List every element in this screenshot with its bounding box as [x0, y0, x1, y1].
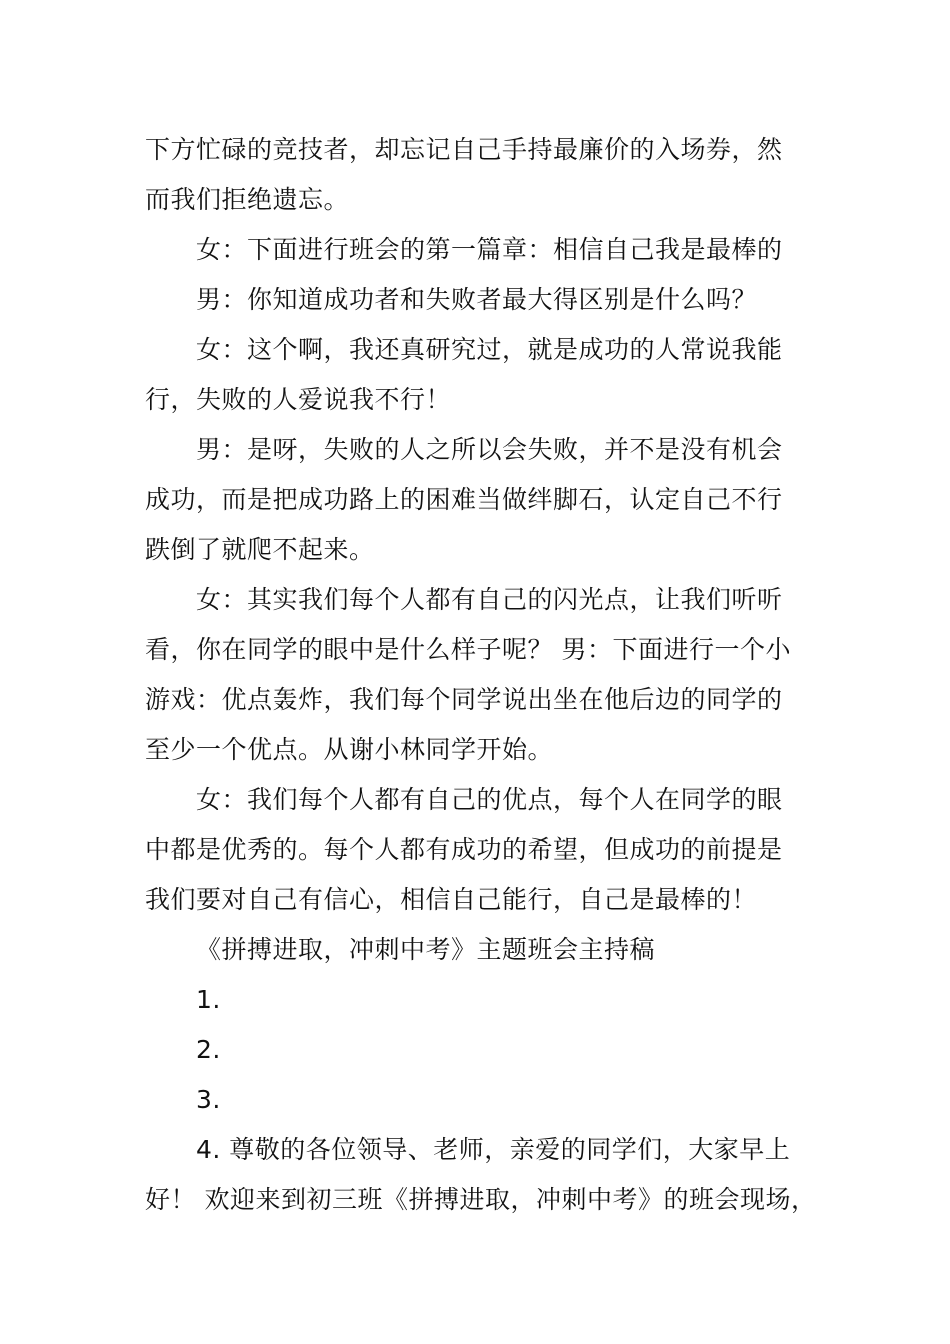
- text-line: 男：是呀，失败的人之所以会失败，并不是没有机会: [196, 435, 783, 464]
- text-line: 女：我们每个人都有自己的优点，每个人在同学的眼: [196, 785, 783, 814]
- text-line: 好！ 欢迎来到初三班《拼搏进取，冲刺中考》的班会现场，: [145, 1185, 817, 1214]
- text-line: 跌倒了就爬不起来。: [145, 535, 375, 564]
- list-item: 2.: [196, 1035, 221, 1064]
- text-line: 下方忙碌的竞技者，却忘记自己手持最廉价的入场券，然: [145, 135, 783, 164]
- text-line: 女：这个啊，我还真研究过，就是成功的人常说我能: [196, 335, 783, 364]
- text-line: 行，失败的人爱说我不行！: [145, 385, 452, 414]
- text-line: 成功，而是把成功路上的困难当做绊脚石，认定自己不行: [145, 485, 783, 514]
- text-line: 看，你在同学的眼中是什么样子呢？ 男：下面进行一个小: [145, 635, 791, 664]
- list-item: 3.: [196, 1085, 221, 1114]
- text-line: 我们要对自己有信心，相信自己能行，自己是最棒的！: [145, 885, 758, 914]
- text-line: 至少一个优点。从谢小林同学开始。: [145, 735, 554, 764]
- list-item: 4. 尊敬的各位领导、老师，亲爱的同学们，大家早上: [196, 1135, 791, 1164]
- text-line: 男：你知道成功者和失败者最大得区别是什么吗？: [196, 285, 758, 314]
- text-line: 而我们拒绝遗忘。: [145, 185, 350, 214]
- text-line: 游戏：优点轰炸，我们每个同学说出坐在他后边的同学的: [145, 685, 783, 714]
- text-line: 女：下面进行班会的第一篇章：相信自己我是最棒的: [196, 235, 783, 264]
- section-title: 《拼搏进取，冲刺中考》主题班会主持稿: [196, 935, 656, 964]
- list-item: 1.: [196, 985, 221, 1014]
- text-line: 女：其实我们每个人都有自己的闪光点，让我们听听: [196, 585, 783, 614]
- text-line: 中都是优秀的。每个人都有成功的希望，但成功的前提是: [145, 835, 783, 864]
